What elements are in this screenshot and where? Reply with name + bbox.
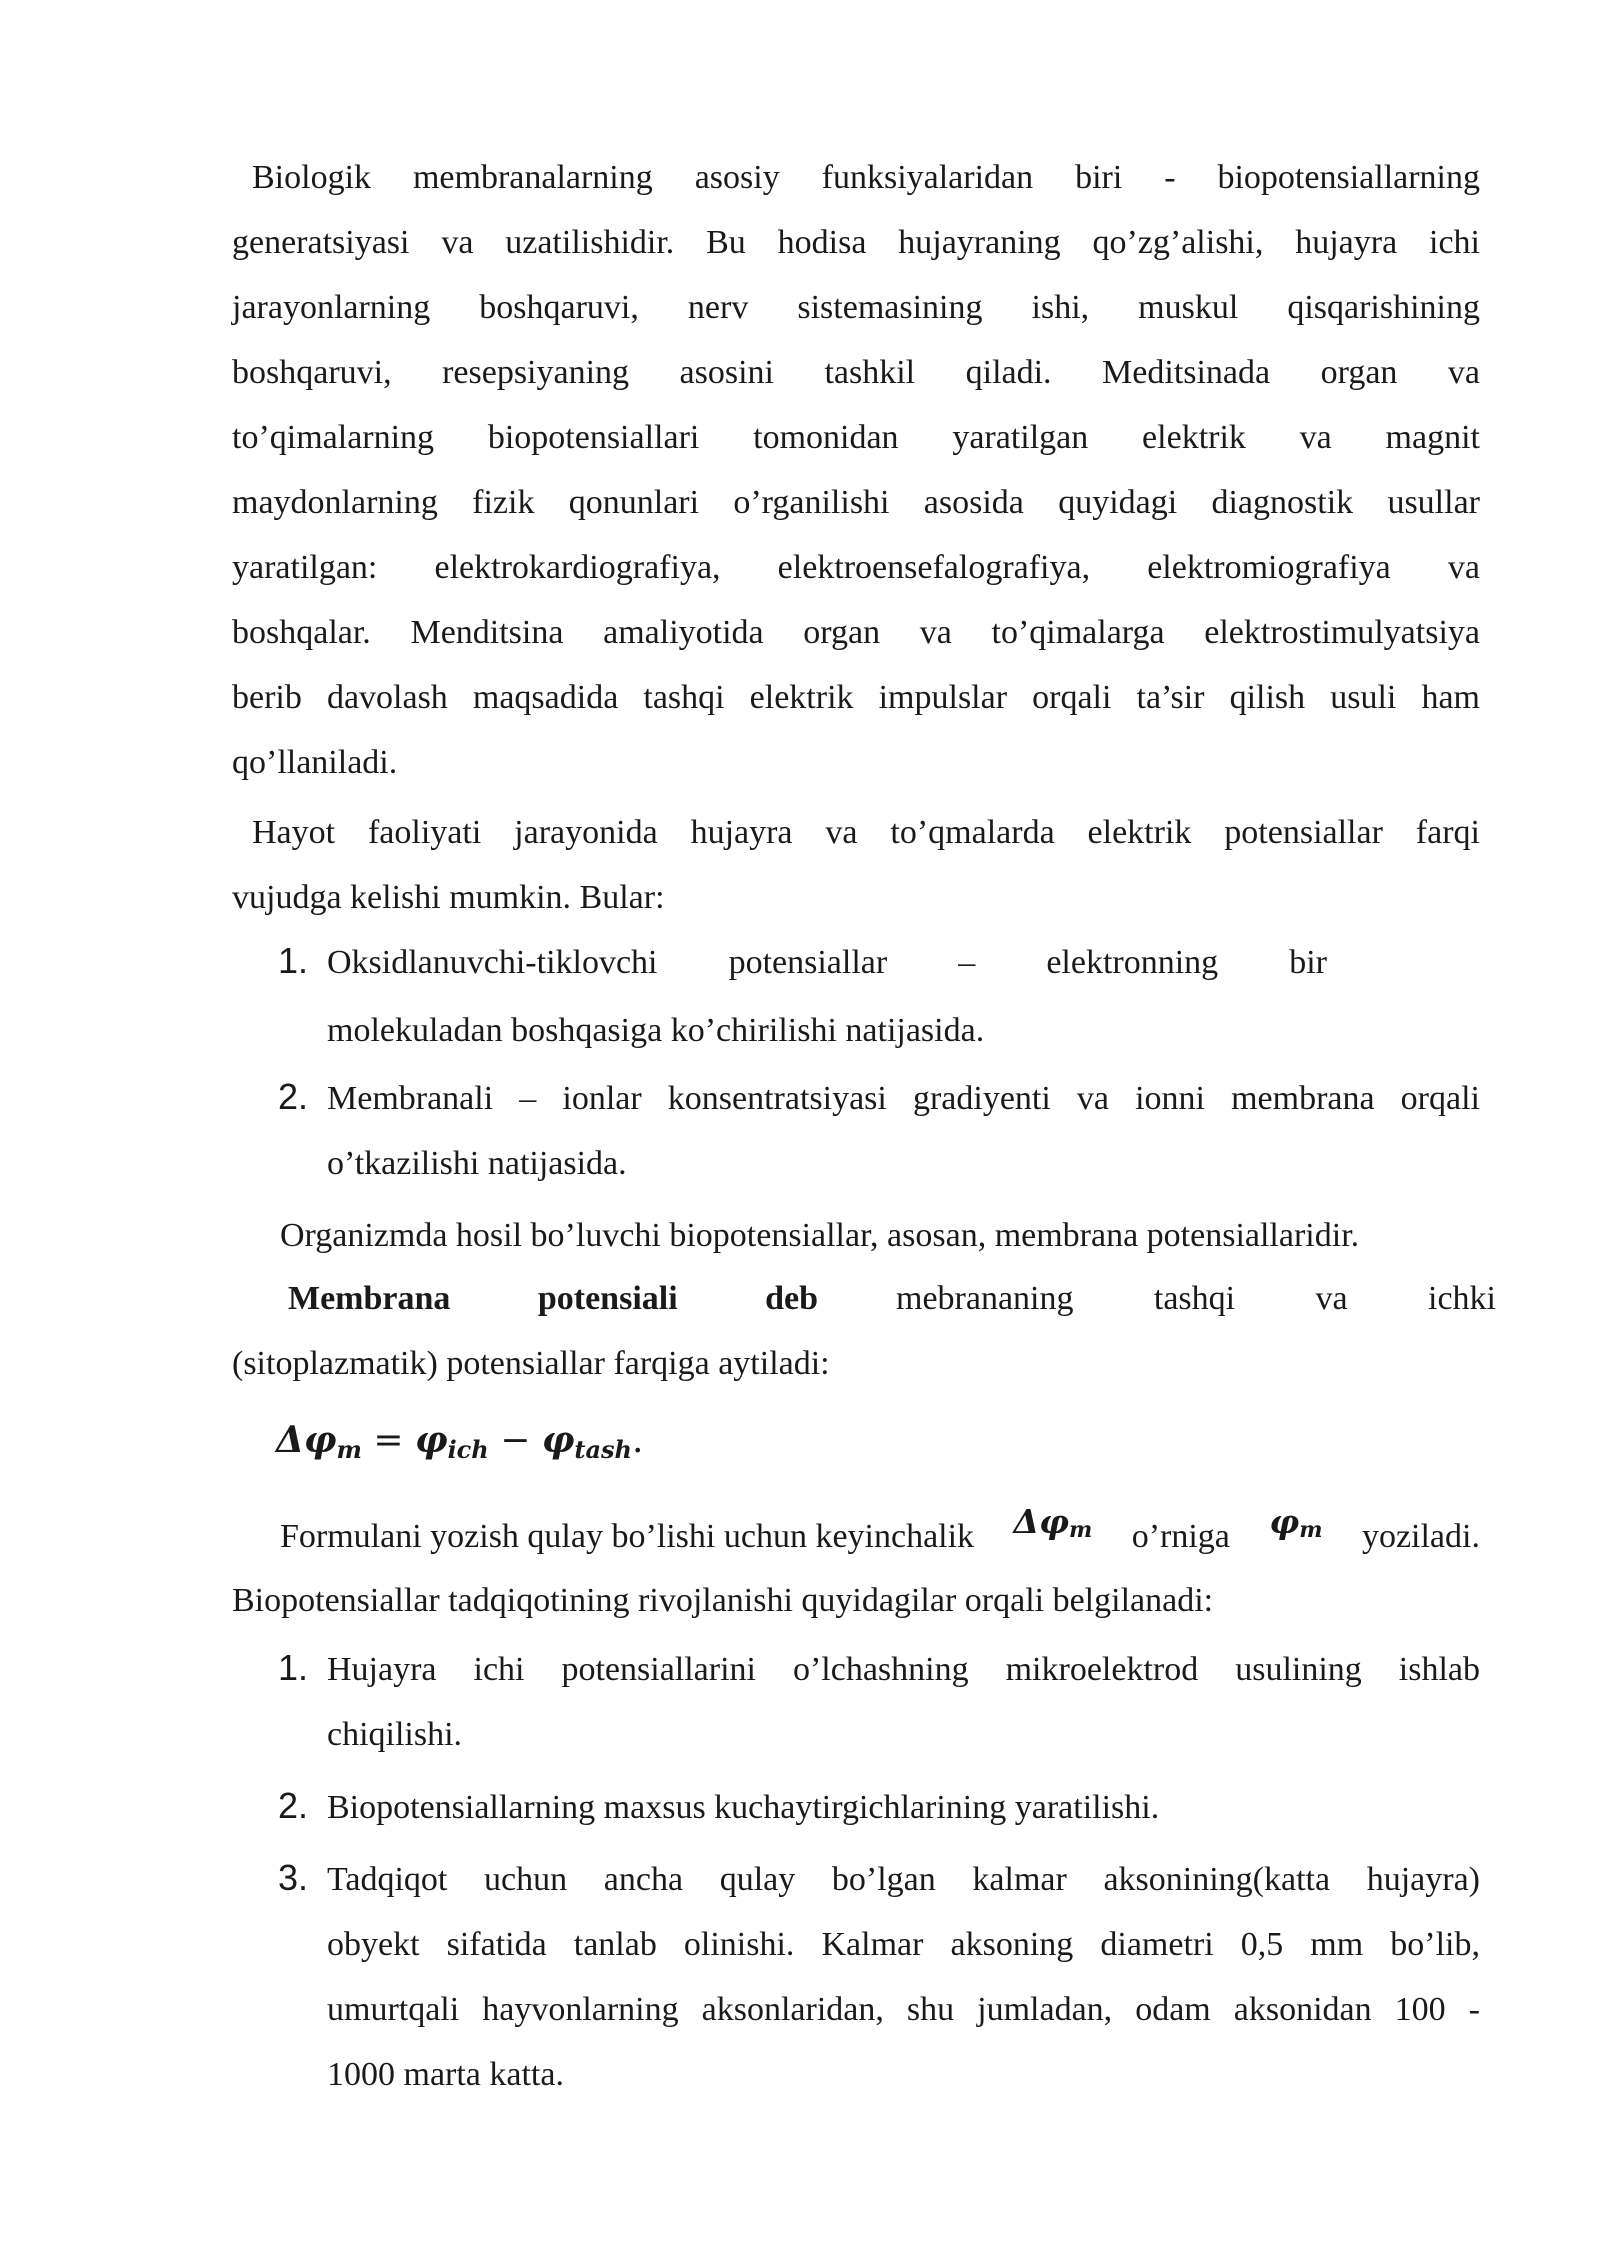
formula-subscript: m — [336, 1435, 362, 1464]
symbol-text: Δφ — [1013, 1502, 1069, 1541]
formula-equals: = — [361, 1420, 415, 1461]
symbol-subscript: m — [1299, 1517, 1323, 1543]
definition-rest: mebrananing tashqi va ichki — [896, 1280, 1496, 1317]
paragraph-line: Biologik membranalarning asosiy funksiyalaridan biri - biopotensiallarning — [252, 159, 1480, 196]
formula-minus: − — [488, 1420, 542, 1461]
list-item-line: o’tkazilishi natijasida. — [327, 1145, 627, 1182]
phi-symbol — [1269, 1489, 1322, 1563]
list-number: 1. — [278, 1647, 309, 1688]
definition-line: (sitoplazmatik) potensiallar farqiga aytiladi: — [232, 1345, 830, 1382]
paragraph-line: boshqaruvi, resepsiyaning asosini tashkil qiladi. Meditsinada organ va — [232, 354, 1480, 391]
list-item-line: obyekt sifatida tanlab olinishi. Kalmar aksoning diametri 0,5 mm bo’lib, — [327, 1926, 1480, 1963]
list-item-line: Membranali – ionlar konsentratsiyasi gradiyenti va ionni membrana orqali — [327, 1080, 1480, 1117]
paragraph-line: berib davolash maqsadida tashqi elektrik impulslar orqali ta’sir qilish usuli ham — [232, 679, 1480, 716]
formula-phi: φ — [414, 1419, 448, 1461]
paragraph-intro — [232, 145, 1480, 795]
formula-phi: φ — [541, 1419, 575, 1461]
list-number: 1. — [278, 940, 309, 981]
paragraph-line: Hayot faoliyati jarayonida hujayra va to’qmalarda elektrik potensiallar farqi — [252, 814, 1480, 851]
paragraph-line: Biopotensiallar tadqiqotining rivojlanishi quyidagilar orqali belgilanadi: — [232, 1582, 1214, 1619]
list-item-line: Tadqiqot uchun ancha qulay bo’lgan kalmar aksonining(katta hujayra) — [327, 1861, 1480, 1898]
list-item-text: Oksidlanuvchi-tiklovchi potensiallar – elektronning bir — [327, 944, 1327, 981]
list-item-line: umurtqali hayvonlarning aksonlaridan, shu jumladan, odam aksonidan 100 - — [327, 1991, 1480, 2028]
paragraph-line: to’qimalarning biopotensiallari tomonidan yaratilgan elektrik va magnit — [232, 419, 1480, 456]
paragraph-line: boshqalar. Menditsina amaliyotida organ va to’qimalarga elektrostimulyatsiya — [232, 614, 1480, 651]
paragraph-line: qo’llaniladi. — [232, 744, 398, 781]
definition-term — [288, 1266, 818, 1331]
list-number: 3. — [278, 1857, 309, 1898]
list-item-line: Hujayra ichi potensiallarini o’lchashning mikroelektrod usulining ishlab — [327, 1651, 1480, 1688]
paragraph-text: yoziladi. — [1361, 1518, 1480, 1555]
membrane-potential-formula — [276, 1410, 643, 1480]
symbol-subscript: m — [1068, 1517, 1093, 1543]
paragraph-text: Formulani yozish qulay bo’lishi uchun keyinchalik — [280, 1518, 975, 1555]
paragraph-line: yaratilgan: elektrokardiografiya, elektroensefalografiya, elektromiografiya va — [232, 549, 1480, 586]
delta-phi-symbol — [1014, 1489, 1093, 1563]
formula-delta-phi: Δφ — [276, 1419, 337, 1461]
paragraph-line: generatsiyasi va uzatilishidir. Bu hodisa hujayraning qo’zg’alishi, hujayra ichi — [232, 224, 1480, 261]
list-number: 2. — [278, 1076, 309, 1117]
list-item-line: molekuladan boshqasiga ko’chirilishi natijasida. — [327, 1012, 985, 1049]
symbol-text: φ — [1269, 1502, 1300, 1541]
paragraph-line: Organizmda hosil bo’luvchi biopotensiallar, asosan, membrana potensiallaridir. — [280, 1217, 1360, 1254]
list-item-line: 1000 marta katta. — [327, 2056, 564, 2093]
formula-period: . — [632, 1420, 644, 1461]
list-number: 2. — [278, 1785, 309, 1826]
list-item-line: Biopotensiallarning maxsus kuchaytirgichlarining yaratilishi. — [327, 1789, 1160, 1826]
paragraph-line: vujudga kelishi mumkin. Bular: — [232, 879, 665, 916]
paragraph-line — [280, 1503, 1480, 1577]
list-item-line: chiqilishi. — [327, 1716, 463, 1753]
list-item-line — [327, 930, 1327, 995]
formula-subscript: ich — [447, 1435, 489, 1464]
paragraph-line: jarayonlarning boshqaruvi, nerv sistemasining ishi, muskul qisqarishining — [232, 289, 1480, 326]
paragraph-line: maydonlarning fizik qonunlari o’rganilishi asosida quyidagi diagnostik usullar — [232, 484, 1480, 521]
definition-line — [288, 1266, 1496, 1331]
definition-term-text: Membrana potensiali deb — [288, 1280, 818, 1317]
formula-subscript: tash — [574, 1435, 632, 1464]
paragraph-text: o’rniga — [1131, 1518, 1230, 1555]
